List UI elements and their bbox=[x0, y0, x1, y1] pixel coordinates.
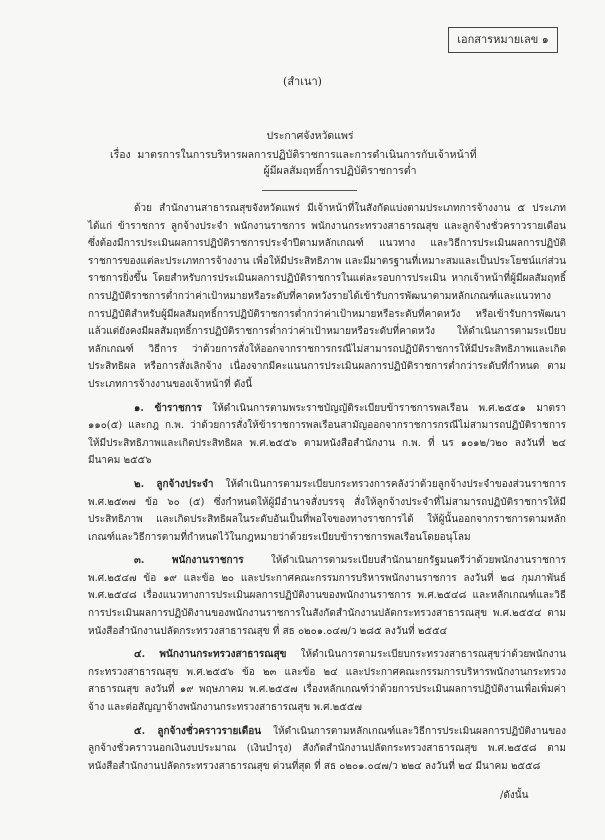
subject-block bbox=[110, 147, 530, 179]
announcement-title: ประกาศจังหวัดแพร่ bbox=[266, 130, 354, 142]
subject-label: เรื่อง bbox=[110, 149, 131, 161]
subject-line-2: ผู้มีผลสัมฤทธิ์การปฏิบัติราชการต่ำ bbox=[263, 165, 417, 177]
document-body bbox=[88, 200, 566, 775]
section-3 bbox=[88, 552, 566, 640]
section-4-text: ให้ดำเนินการตามระเบียบกระทรวงสาธารณสุขว่าด้วยพนักงานกระทรวงสาธารณสุข พ.ศ.๒๕๕๖ ข้อ ๒๓ และข้อ ๒๔ และประกาศคณะกรรมการบริหารพนักงานกระทรวงสาธารณสุข ลงวันที่ ๑๙ พฤษภาคม พ.ศ.๒๕๕๗ เรื่องหลักเกณฑ์ว่าด้วยการประเมินผลการปฏิบัติงานเพื่อเพิ่มค่าจ้าง และต่อสัญญาจ้างพนักงานกระทรวงสาธารณสุข พ.ศ.๒๕๕๗ bbox=[88, 649, 566, 714]
section-3-text: ให้ดำเนินการตามระเบียบสำนักนายกรัฐมนตรีว่าด้วยพนักงานราชการ พ.ศ.๒๕๔๗ ข้อ ๑๙ และข้อ ๒๐ และประกาศคณะกรรมการบริหารพนักงานราชการ ลงวันที่ ๒๘ กุมภาพันธ์ พ.ศ.๒๕๔๘ เรื่องแนวทางการประเมินผลการปฏิบัติงานของพนักงานราชการ พ.ศ.๒๕๔๘ และหลักเกณฑ์และวิธีการประเมินผลการปฏิบัติงานของพนักงานราชการในสังกัดสำนักงานปลัดกระทรวงสาธารณสุข พ.ศ.๒๕๕๔ ตามหนังสือสำนักงานปลัดกระทรวงสาธารณสุข ที่ สธ ๐๒๐๑.๐๔๗/ว ๒๘๕ ลงวันที่ ๒๕๕๔ bbox=[88, 555, 566, 637]
section-5-head: ๕. ลูกจ้างชั่วคราวรายเดือน bbox=[134, 725, 262, 737]
section-5-text: ให้ดำเนินการตามหลักเกณฑ์และวิธีการประเมินผลการปฏิบัติงานของลูกจ้างชั่วคราวนอกเงินงบประมาณ (เงินบำรุง) สังกัดสำนักงานปลัดกระทรวงสาธารณสุข พ.ศ.๒๕๕๘ ตามหนังสือสำนักงานปลัดกระทรวงสาธารณสุข ด่วนที่สุด ที่ สธ ๐๒๐๑.๐๔๗/ว ๒๒๔ ลงวันที่ ๒๔ มีนาคม ๒๕๕๘ bbox=[88, 725, 566, 772]
copy-label: (สำเนา) bbox=[283, 75, 322, 88]
section-3-head: ๓. พนักงานราชการ bbox=[134, 555, 244, 567]
section-1 bbox=[88, 400, 566, 470]
continuation-note: /ดังนั้น bbox=[500, 790, 529, 801]
section-2 bbox=[88, 476, 566, 546]
section-1-head: ๑. ข้าราชการ bbox=[134, 402, 202, 414]
intro-paragraph: ด้วย สำนักงานสาธารณสุขจังหวัดแพร่ มีเจ้าหน้าที่ในสังกัดแบ่งตามประเภทการจ้างงาน ๕ ประเภท ได้แก่ ข้าราชการ ลูกจ้างประจำ พนักงานราชการ พนักงานกระทรวงสาธารณสุข และลูกจ้างชั่วคราวรายเดือน ซึ่งต้องมีการประเมินผลการปฏิบัติราชการประจำปีตามหลักเกณฑ์ แนวทาง และวิธีการประเมินผลการปฏิบัติราชการของแต่ละประเภทการจ้างงาน เพื่อให้มีประสิทธิภาพ และมีมาตรฐานที่เหมาะสมและเป็นประโยชน์แก่ส่วนราชการยิ่งขึ้น โดยสำหรับการประเมินผลการปฏิบัติราชการในแต่ละรอบการประเมิน หากเจ้าหน้าที่ผู้มีผลสัมฤทธิ์การปฏิบัติราชการต่ำกว่าค่าเป้าหมายหรือระดับที่คาดหวังรายได้เข้ารับการพัฒนาตามหลักเกณฑ์และแนวทางการปฏิบัติสำหรับผู้มีผลสัมฤทธิ์การปฏิบัติราชการต่ำกว่าค่าเป้าหมายหรือระดับที่คาดหวัง หรือเข้ารับการพัฒนาแล้วแต่ยังคงมีผลสัมฤทธิ์การปฏิบัติราชการต่ำกว่าค่าเป้าหมายหรือระดับที่คาดหวัง ให้ดำเนินการตามระเบียบ หลักเกณฑ์ วิธีการ ว่าด้วยการสั่งให้ออกจากราชการกรณีไม่สามารถปฏิบัติราชการให้มีประสิทธิภาพและเกิดประสิทธิผล หรือการสั่งเลิกจ้าง เนื่องจากมีคะแนนการประเมินผลการปฏิบัติราชการต่ำกว่าระดับที่กำหนด ตามประเภทการจ้างงานของเจ้าหน้าที่ ดังนี้ bbox=[88, 203, 566, 390]
subject-line-1: มาตรการในการบริหารผลการปฏิบัติราชการและการดำเนินการกับเจ้าหน้าที่ bbox=[137, 149, 477, 161]
section-1-text: ให้ดำเนินการตามพระราชบัญญัติระเบียบข้าราชการพลเรือน พ.ศ.๒๕๕๑ มาตรา ๑๑๐(๕) และกฎ ก.พ. ว่าด้วยการสั่งให้ข้าราชการพลเรือนสามัญออกจากราชการกรณีไม่สามารถปฏิบัติราชการให้มีประสิทธิภาพและเกิดประสิทธิผล พ.ศ.๒๕๕๖ ตามหนังสือสำนักงาน ก.พ. ที่ นร ๑๐๑๒/ว๒๐ ลงวันที่ ๒๔ มีนาคม ๒๕๕๖ bbox=[88, 402, 567, 467]
section-5 bbox=[88, 723, 566, 776]
title-divider bbox=[262, 190, 357, 191]
section-4-head: ๔. พนักงานกระทรวงสาธารณสุข bbox=[134, 649, 287, 661]
section-2-text: ให้ดำเนินการตามระเบียบกระทรวงการคลังว่าด้วยลูกจ้างประจำของส่วนราชการ พ.ศ.๒๕๓๗ ข้อ ๖๐ (๕) ซึ่งกำหนดให้ผู้มีอำนาจสั่งบรรจุ สั่งให้ลูกจ้างประจำที่ไม่สามารถปฏิบัติราชการให้มีประสิทธิภาพ และเกิดประสิทธิผลในระดับอันเป็นที่พอใจของทางราชการได้ ให้ผู้นั้นออกจากราชการตามหลักเกณฑ์และวิธีการตามที่กำหนดไว้ในกฎหมายว่าด้วยระเบียบข้าราชการพลเรือนโดยอนุโลม bbox=[88, 478, 566, 543]
section-4 bbox=[88, 646, 566, 716]
section-2-head: ๒. ลูกจ้างประจำ bbox=[134, 478, 214, 490]
document-number-badge: เอกสารหมายเลข ๑ bbox=[448, 27, 558, 53]
